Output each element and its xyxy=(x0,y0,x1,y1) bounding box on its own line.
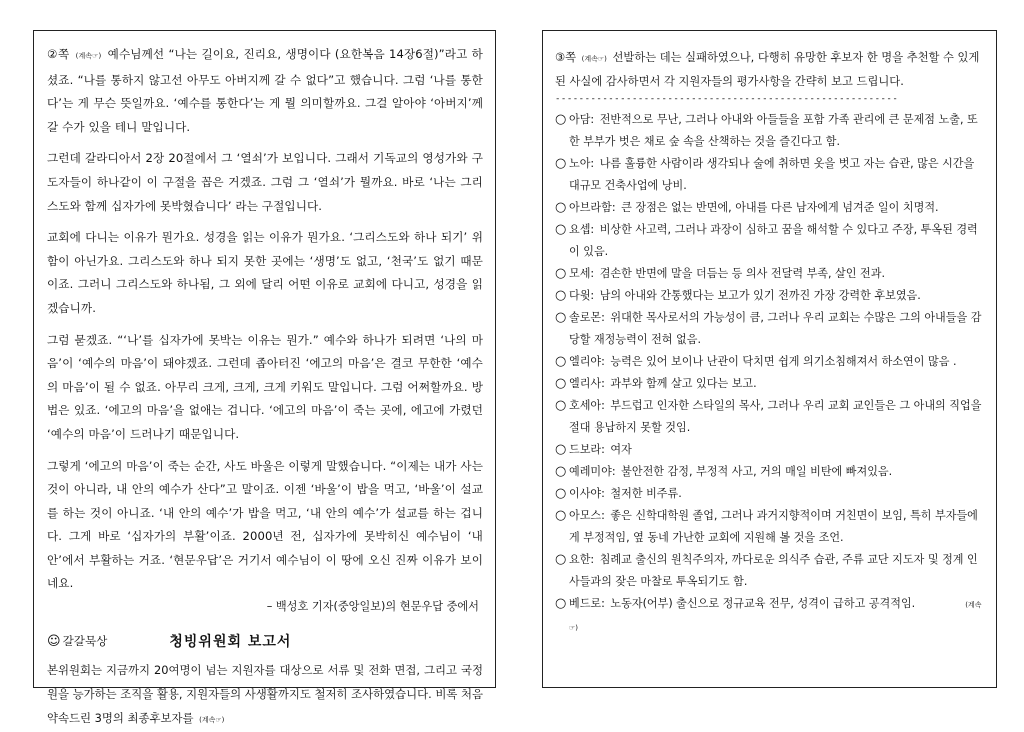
candidate-item xyxy=(555,461,984,483)
candidate-body xyxy=(569,395,984,439)
circle-bullet-icon: ○ xyxy=(555,156,567,171)
paragraph-5: 그렇게 ‘에고의 마음’이 죽는 순간, 사도 바울은 이렇게 말했습니다. “이제는 내가 사는 것이 아니라, 내 안의 예수가 산다”고 말이죠. 이젠 ‘바울’이 밥을 먹고, ‘바울’이 설교를 하는 것이 아니죠. ‘내 안의 예수’가 밥을 먹고, ‘내 안의 예수’가 설교를 하는 겁니다. 그게 바로 ‘십자가의 부활’이죠. 2000년 전, 십자가에 못박히신 예수님이 ‘내 안’에서 부활하는 거죠. ‘현문우답’은 거기서 예수님이 이 땅에 오신 진짜 이유가 보이네요. xyxy=(47,458,483,591)
dashed-separator: ---------------------------------------------------------- xyxy=(555,94,899,104)
report-text xyxy=(47,658,483,732)
candidate-body xyxy=(569,285,984,307)
circle-bullet-icon: ○ xyxy=(555,464,567,479)
candidate-body xyxy=(569,505,984,549)
candidate-item xyxy=(555,109,984,153)
candidate-body xyxy=(569,593,984,639)
circle-bullet-icon: ○ xyxy=(555,200,567,215)
candidate-name: 다윗: xyxy=(569,289,595,302)
candidate-body xyxy=(569,483,984,505)
candidate-body xyxy=(569,109,984,153)
candidate-body xyxy=(569,197,984,219)
candidate-description: 철저한 비주류. xyxy=(606,487,682,500)
circle-bullet-icon: ○ xyxy=(555,486,567,501)
candidate-body xyxy=(569,373,984,395)
candidate-name: 아모스: xyxy=(569,509,605,522)
candidate-name: 요한: xyxy=(569,553,595,566)
candidate-item xyxy=(555,307,984,351)
smiley-face-icon: ☺ xyxy=(47,633,61,649)
circle-bullet-icon: ○ xyxy=(555,266,567,281)
candidate-name: 예레미야: xyxy=(569,465,616,478)
candidate-name: 솔로몬: xyxy=(569,311,605,324)
candidate-description: 비상한 사고력, 그러나 과장이 심하고 꿈을 해석할 수 있다고 주장, 투옥된 경력이 있음. xyxy=(569,223,978,258)
candidate-body xyxy=(569,351,984,373)
page-marker: ②쪽 xyxy=(47,47,70,61)
circle-bullet-icon: ○ xyxy=(555,596,567,611)
paragraph-2: 그런데 갈라디아서 2장 20절에서 그 ‘열쇠’가 보입니다. 그래서 기독교의 영성가와 구도자들이 하나같이 이 구절을 꼽은 거겠죠. 그럼 그 ‘열쇠’가 뭘까요. 바로 ‘나는 그리스도와 함께 십자가에 못박혔습니다’ 라는 구절입니다. xyxy=(47,151,483,213)
candidate-item xyxy=(555,395,984,439)
paragraph-3: 교회에 다니는 이유가 뭔가요. 성경을 읽는 이유가 뭔가요. ‘그리스도와 하나 되기’ 위함이 아닌가요. 그리스도와 하나 되지 못한 곳에는 ‘생명’도 없고, ‘천국’도 없기 때문이죠. 그러니 그리스도와 하나됨, 그 외에 달리 어떤 이유로 교회에 다니고, 성경을 읽겠습니까. xyxy=(47,230,483,315)
candidate-body xyxy=(569,439,984,461)
paragraph-4: 그럼 묻겠죠. “‘나’를 십자가에 못박는 이유는 뭔가.” 예수와 하나가 되려면 ‘나의 마음’이 ‘예수의 마음’이 돼야겠죠. 그런데 좁아터진 ‘에고의 마음’은 결코 무한한 ‘예수의 마음’이 될 수 없죠. 아무리 크게, 크게, 크게 키워도 말입니다. 그럼 어쩌할까요. 방법은 있죠. ‘에고의 마음’을 없애는 겁니다. ‘에고의 마음’이 죽는 곳에, 에고에 가렸던 ‘예수의 마음’이 드러나기 때문입니다. xyxy=(47,332,483,441)
candidate-item xyxy=(555,483,984,505)
candidate-item xyxy=(555,219,984,263)
report-intro xyxy=(555,47,984,92)
intro-text: 선발하는 데는 실패하였으나, 다행히 유망한 후보자 한 명을 추천할 수 있게 된 사실에 감사하면서 각 지원자들의 평가사항을 간략히 보고 드립니다. xyxy=(555,51,980,88)
candidate-body xyxy=(569,153,984,197)
report-title: 청빙위원회 보고서 xyxy=(169,634,292,651)
circle-bullet-icon: ○ xyxy=(555,222,567,237)
left-page-panel xyxy=(33,30,496,726)
circle-bullet-icon: ○ xyxy=(555,376,567,391)
candidate-item xyxy=(555,285,984,307)
meditation-text: 갈갈묵상 xyxy=(62,634,108,649)
candidate-name: 모세: xyxy=(569,267,595,280)
candidate-description: 큰 장점은 없는 반면에, 아내를 다른 남자에게 넘겨준 일이 치명적. xyxy=(617,201,939,214)
candidate-description: 좋은 신학대학원 졸업, 그러나 과거지향적이며 거친면이 보임, 특히 부자들에게 부정적임, 옆 동네 가난한 교회에 지원해 볼 것을 조언. xyxy=(569,509,978,544)
candidate-body xyxy=(569,263,984,285)
circle-bullet-icon: ○ xyxy=(555,552,567,567)
candidate-body xyxy=(569,219,984,263)
candidate-body xyxy=(569,549,984,593)
candidate-item xyxy=(555,263,984,285)
continued-tag-right: (계속☞) xyxy=(581,55,607,63)
circle-bullet-icon: ○ xyxy=(555,288,567,303)
candidate-description: 남의 아내와 간통했다는 보고가 있기 전까진 가장 강력한 후보였음. xyxy=(596,289,921,302)
candidate-body xyxy=(569,307,984,351)
circle-bullet-icon: ○ xyxy=(555,310,567,325)
candidate-description: 침례교 출신의 원칙주의자, 까다로운 의식주 습관, 주류 교단 지도자 및 정계 인사들과의 잦은 마찰로 투옥되기도 함. xyxy=(569,553,978,588)
report-header xyxy=(47,628,483,654)
candidate-name: 호세아: xyxy=(569,399,605,412)
candidate-description: 겸손한 반면에 말을 더듬는 등 의사 전달력 부족, 살인 전과. xyxy=(596,267,885,280)
right-page-panel xyxy=(542,30,997,688)
circle-bullet-icon: ○ xyxy=(555,354,567,369)
candidate-description: 전반적으로 무난, 그러나 아내와 아들들을 포함 가족 관리에 큰 문제점 노출, 또한 부부가 벗은 채로 숲 속을 산책하는 것을 즐긴다고 함. xyxy=(569,113,978,148)
candidate-item xyxy=(555,593,984,639)
candidate-item xyxy=(555,373,984,395)
report-continued-tag: (계속☞) xyxy=(199,716,225,725)
candidate-description: 불안전한 감정, 부정적 사고, 거의 매일 비탄에 빠져있음. xyxy=(617,465,893,478)
candidate-name: 엘리사: xyxy=(569,377,605,390)
source-credit: – 백성호 기자(중앙일보)의 현문우답 중에서 xyxy=(266,600,479,614)
candidate-description: 위대한 목사로서의 가능성이 큼, 그러나 우리 교회는 수많은 그의 아내들을 감당할 재정능력이 전혀 없음. xyxy=(569,311,982,346)
paragraph-1 xyxy=(47,43,483,139)
candidate-description: 부드럽고 인자한 스타일의 목사, 그러나 우리 교회 교인들은 그 아내의 직업을 절대 용납하지 못할 것임. xyxy=(569,399,982,434)
meditation-label xyxy=(47,633,107,649)
circle-bullet-icon: ○ xyxy=(555,442,567,457)
end-continued-tag: (계속☞) xyxy=(569,601,982,632)
circle-bullet-icon: ○ xyxy=(555,398,567,413)
candidate-description: 과부와 함께 살고 있다는 보고. xyxy=(606,377,757,390)
candidate-name: 드보라: xyxy=(569,443,605,456)
candidate-name: 요셉: xyxy=(569,223,595,236)
candidate-body xyxy=(569,461,984,483)
candidate-name: 노아: xyxy=(569,157,595,170)
candidate-name: 베드로: xyxy=(569,597,605,610)
continued-tag: (계속☞) xyxy=(75,52,102,60)
candidate-name: 아브라함: xyxy=(569,201,616,214)
candidate-item xyxy=(555,351,984,373)
candidate-name: 아담: xyxy=(569,113,595,126)
candidate-description: 능력은 있어 보이나 난관이 닥치면 쉽게 의기소침해져서 하소연이 많음 . xyxy=(606,355,957,368)
candidate-item xyxy=(555,197,984,219)
candidate-item xyxy=(555,505,984,549)
report-text-body: 본위원회는 지금까지 20여명이 넘는 지원자를 대상으로 서류 및 전화 면접, 그리고 국정원을 능가하는 조직을 활용, 지원자들의 사생활까지도 철저히 조사하였습니다. 비록 처음 약속드린 3명의 최종후보자를 xyxy=(47,663,483,726)
candidate-name: 이사야: xyxy=(569,487,605,500)
candidate-item xyxy=(555,153,984,197)
page-marker-right: ③쪽 xyxy=(555,51,577,64)
circle-bullet-icon: ○ xyxy=(555,112,567,127)
paragraph-1-text: 예수님께선 “나는 길이요, 진리요, 생명이다 (요한복음 14장6절)”라고 하셨죠. “나를 통하지 않고선 아무도 아버지께 갈 수 없다”고 했습니다. 그럼 ‘나를 통한다’는 게 무슨 뜻일까요. ‘예수를 통한다’는 게 뭘 의미할까요. 그걸 알아야 ‘아버지’께 갈 수가 있을 테니 말입니다. xyxy=(47,47,483,134)
candidate-description: 여자 xyxy=(606,443,632,456)
candidate-description: 노동자(어부) 출신으로 정규교육 전무, 성격이 급하고 공격적임. xyxy=(606,597,916,610)
candidate-item xyxy=(555,549,984,593)
candidate-name: 엘리야: xyxy=(569,355,605,368)
candidate-item xyxy=(555,439,984,461)
candidate-description: 나름 훌륭한 사람이라 생각되나 술에 취하면 옷을 벗고 자는 습관, 많은 시간을 대규모 건축사업에 낭비. xyxy=(569,157,975,192)
candidate-list xyxy=(555,109,984,639)
circle-bullet-icon: ○ xyxy=(555,508,567,523)
